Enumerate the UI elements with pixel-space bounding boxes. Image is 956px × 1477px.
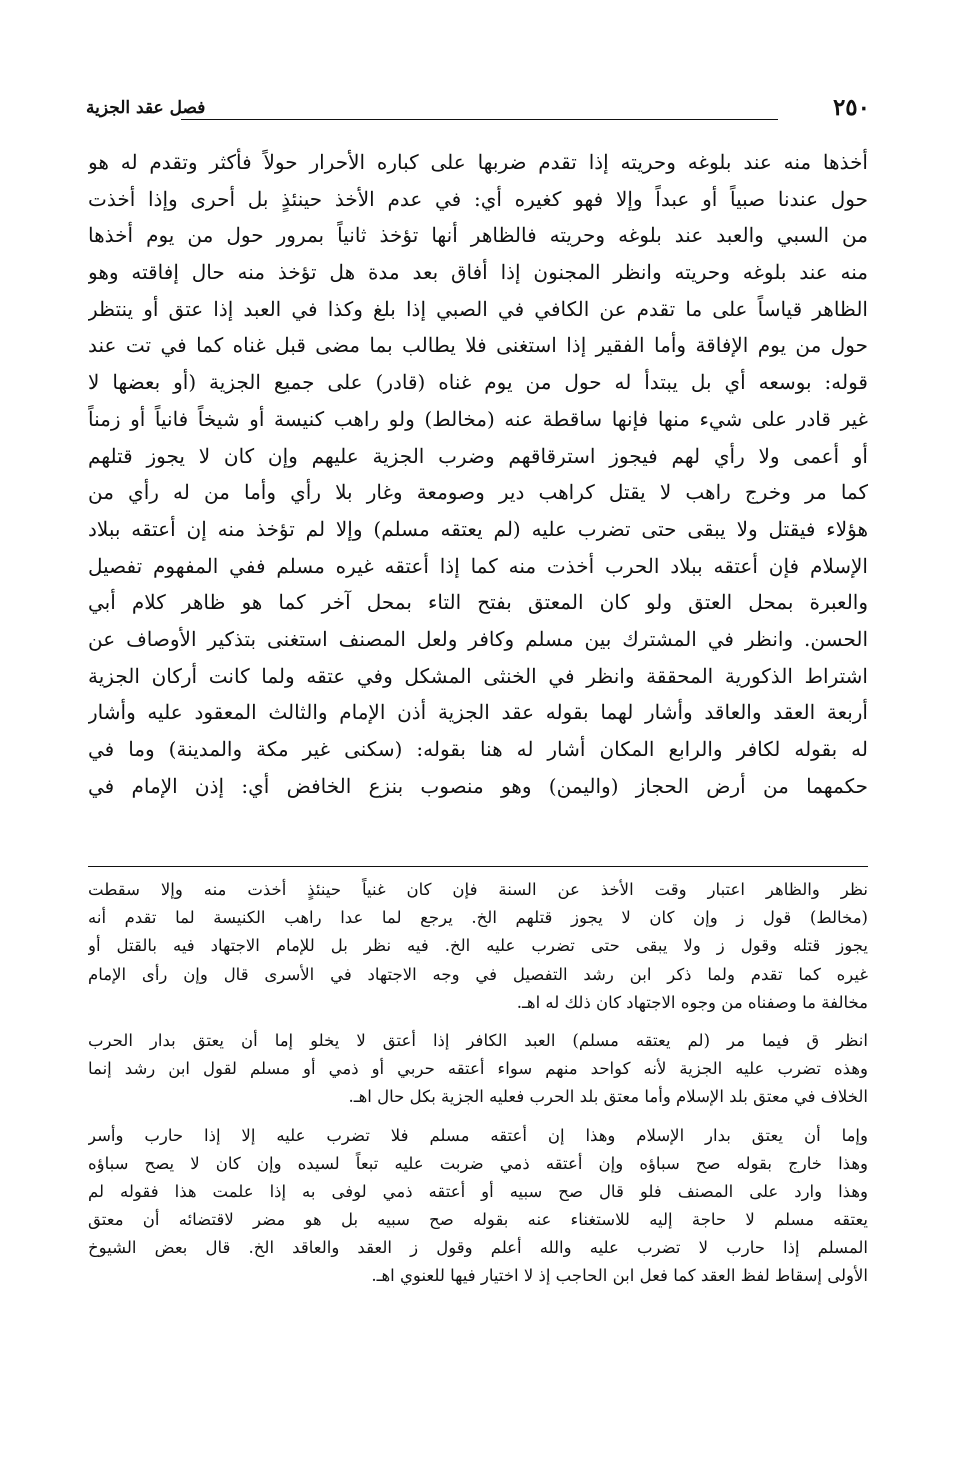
text-line: الظاهر قياساً على ما تقدم عن الكافي في الصبي إذا بلغ وكذا في العبد إذا عتق أو ينتظر [88, 296, 868, 321]
note-paragraph [88, 876, 868, 1017]
note-line: وإما أن يعتق بدار الإسلام وهذا إن أعتقه مسلم فلا تضرب عليه إلا إذا حارب وأسر [88, 1125, 868, 1145]
text-line: غير قادر على شيء منها فإنها ساقطة عنه (مخالط) ولو راهب كنيسة أو شيخاً فانياً أو زمناً [88, 406, 868, 431]
note-paragraph [88, 1027, 868, 1112]
text-line: والعبرة بمحل العتق ولو كان المعتق بفتح التاء بمحل آخر كما هو ظاهر كلام أبي [88, 590, 868, 615]
note-line: نظر والظاهر اعتبار وقت الأخذ عن السنة فإن كان غنياً حينئذٍ أخذت منه وإلا سقطت [88, 880, 868, 899]
text-line: حول عندنا صبياً أو عبداً وإلا فهو كغيره أي: في عدم الأخذ حينئذٍ بل أحرى وإذا أخذت [88, 186, 868, 211]
footnote-separator [88, 866, 868, 867]
note-line: وهذا خارج بقوله صح سباؤه وإن أعتقه ذمي ضربت عليه تبعاً لسيده وإن كان لا يصح سباؤه [88, 1153, 868, 1173]
text-line: حول من يوم الإفاقة وأما الفقير إذا استغنى فلا يطالب بما مضى قبل غناه كما في تت عند [88, 333, 868, 358]
text-line: أخذها منه عند بلوغه وحريته إذا تقدم ضربها على كباره الأحرار حولاً فأكثر وتقدم له هو [88, 150, 868, 174]
note-line: الخلاف في معتق بلد الإسلام وأما معتق بلد الحرب فعليه الجزية بكل حال اهـ. [348, 1087, 868, 1107]
header-rule [181, 119, 778, 120]
note-line: يجوز قتله وقول ز ولا يبقى حتى تضرب عليه الخ. فيه نظر بل للإمام الاجتهاد فيه بالقتل أو [88, 936, 868, 956]
page-header [86, 88, 870, 128]
note-line: (مخالط) قول ز وإن كان لا يجوز قتلهم الخ. يرجع لما عدا راهب الكنيسة لما تقدم أنه [88, 908, 868, 928]
note-line: انظر ق فيما مر (لم يعتقه مسلم) العبد الكافر إذا أعتق لا يخلو إما أن يعتق بدار الحرب [88, 1030, 868, 1050]
text-line: هؤلاء فيقتل ولا يبقى حتى تضرب عليه (لم يعتقه مسلم) وإلا لم تؤخذ منه إن أعتقه ببلاد [88, 516, 868, 541]
text-line: الإسلام فإن أعتقه ببلاد الحرب أخذت منه كما إذا أعتقه غيره مسلم ففي المفهوم تفصيل [88, 553, 868, 578]
text-line: أربعة العقد والعاقد وأشار لهما بقوله عقد الجزية أذن الإمام والثالث المعقود عليه وأشار [88, 700, 868, 725]
text-line: اشتراط الذكورية المحققة وانظر في الخنثى المشكل وفي عتقه ولما كانت أركان الجزية [88, 663, 868, 688]
note-line: يعتقه مسلم لا حاجة إليه للاستغناء عنه بقوله صح سبيه بل هو مضر لاقتضائه أن معتق [88, 1210, 868, 1230]
page-number: ٢٥٠ [832, 94, 870, 121]
commentary-notes [88, 876, 868, 1301]
note-line: المسلم إذا حارب لا تضرب عليه والله أعلم وقول ز العقد والعاقد الخ. قال بعض الشيوخ [88, 1238, 868, 1258]
text-line: له بقوله لكافر والرابع المكان أشار له هنا بقوله: (سكنى غير مكة والمدينة) وما في [88, 737, 868, 761]
text-line: حكمهما من أرض الحجاز (واليمن) وهو منصوب بنزع الخافض أي: إذن الإمام في [88, 773, 868, 798]
note-line: الأولى إسقاط لفظ العقد كما فعل ابن الحاجب إذ لا اختيار فيها للعنوي اهـ. [371, 1266, 868, 1286]
running-title: فصل عقد الجزية [86, 98, 206, 118]
text-line: أو أعمى ولا رأي لهم فيجوز استرقاقهم وضرب الجزية عليهم وإن كان لا يجوز قتلهم [88, 443, 868, 468]
text-line: من السبي والعبد عند بلوغه وحريته فالظاهر أنها تؤخذ ثانياً بمرور حول من يوم أخذها [88, 223, 868, 248]
main-text-body [88, 144, 868, 804]
text-line: كما مر وخرج راهب لا يقتل كراهب دير وصومعة وغار بلا رأي وأما من له رأي من [88, 480, 868, 505]
text-line: منه عند بلوغه وحريته وانظر المجنون إذا أفاق بعد مدة هل تؤخذ منه حال إفاقته وهو [88, 260, 868, 285]
text-line: الحسن. وانظر في المشترك بين مسلم وكافر ولعل المصنف استغنى بتذكير الأوصاف عن [88, 626, 868, 651]
note-line: وهذه تضرب عليه الجزية لأنه كواحد منهم سواء أعتقه حربي أو ذمي أو مسلم لقول ابن رشد إنما [88, 1059, 868, 1079]
note-line: وهذا وارد على المصنف فلو قال صح سبيه أو أعتقه ذمي لوفى به إذا علمت هذا فقوله لم [88, 1181, 868, 1201]
note-paragraph [88, 1122, 868, 1291]
note-line: غيره كما تقدم ولما ذكر ابن رشد التفصيل في وجه الاجتهاد في الأسرى قال وإن رأى الإمام [88, 964, 868, 984]
note-line: مخالفة ما وصفناه من وجوه الاجتهاد كان ذلك له اهـ. [516, 992, 868, 1012]
text-line: قوله: بوسعه أي بل يبتدأ له حول من يوم غناه (قادر) على جميع الجزية (أو بعضها لا [88, 370, 868, 395]
